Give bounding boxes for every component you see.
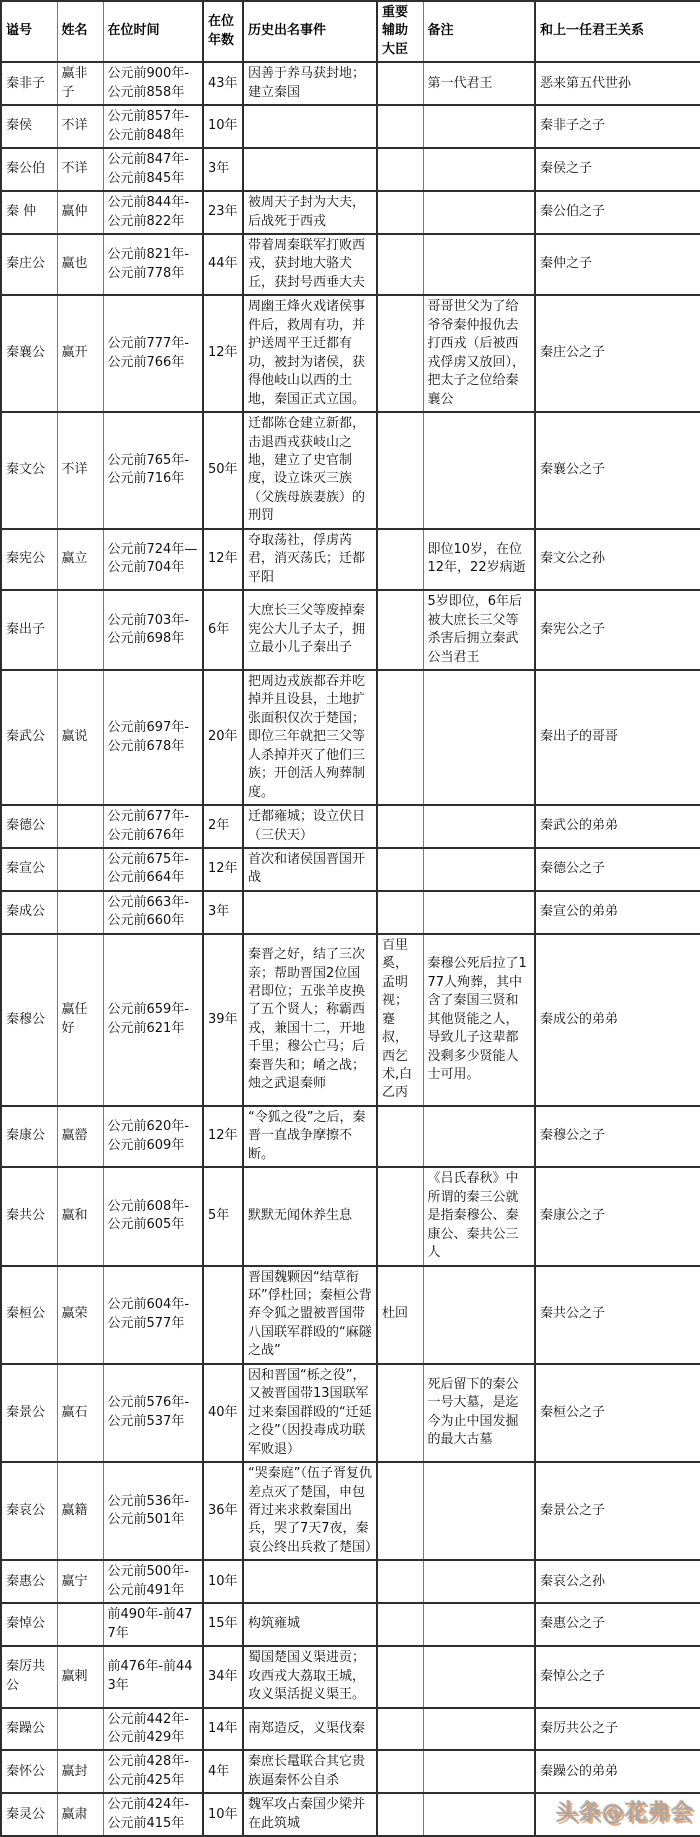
cell-ministers [377, 1167, 423, 1265]
cell-years: 23年 [203, 191, 243, 234]
table-row [1, 1560, 700, 1603]
table-row [1, 934, 700, 1106]
cell-relation: 秦仲之子 [535, 234, 700, 295]
cell-years: 10年 [203, 1560, 243, 1603]
cell-relation: 秦德公之子 [535, 848, 700, 891]
cell-reign: 公元前844年-公元前822年 [103, 191, 203, 234]
cell-ministers [377, 148, 423, 191]
cell-reign: 公元前697年-公元前678年 [103, 670, 203, 805]
cell-events: 因和晋国“栎之役”，又被晋国带13国联军过来秦国群殴的“迁延之役”（因投毒成功联军败退） [243, 1364, 377, 1462]
cell-shihao: 秦庄公 [1, 234, 57, 295]
cell-xingming: 不详 [57, 105, 103, 148]
cell-shihao: 秦侯 [1, 105, 57, 148]
table-body [1, 62, 700, 1836]
cell-xingming: 赢任好 [57, 934, 103, 1106]
cell-xingming: 赢也 [57, 234, 103, 295]
table-row [1, 295, 700, 412]
cell-ministers [377, 295, 423, 412]
table-row [1, 191, 700, 234]
cell-years: 12年 [203, 1106, 243, 1167]
cell-ministers [377, 1646, 423, 1707]
cell-xingming: 赢非子 [57, 62, 103, 105]
table-row [1, 1106, 700, 1167]
cell-shihao: 秦文公 [1, 412, 57, 529]
cell-events: 把周边戎族都吞并吃掉并且设县，土地扩张面积仅次于楚国；即位三年就把三父等人杀掉并灭了他们三族；开创活人殉葬制度。 [243, 670, 377, 805]
cell-ministers [377, 1750, 423, 1793]
cell-shihao: 秦成公 [1, 891, 57, 934]
cell-events: 被周天子封为大夫，后战死于西戎 [243, 191, 377, 234]
cell-years: 12年 [203, 295, 243, 412]
cell-reign: 公元前604年-公元前577年 [103, 1266, 203, 1364]
cell-reign: 公元前777年-公元前766年 [103, 295, 203, 412]
cell-shihao: 秦襄公 [1, 295, 57, 412]
cell-events: 晋国魏颗因“结草衔环”俘杜回；秦桓公背弃令狐之盟被晋国带八国联军群殴的“麻隧之战” [243, 1266, 377, 1364]
cell-ministers [377, 1603, 423, 1646]
cell-ministers [377, 805, 423, 848]
cell-notes [423, 148, 535, 191]
cell-notes [423, 1106, 535, 1167]
table-row [1, 805, 700, 848]
cell-xingming [57, 891, 103, 934]
cell-years: 15年 [203, 1603, 243, 1646]
cell-notes [423, 1750, 535, 1793]
cell-relation: 秦宪公之子 [535, 590, 700, 670]
cell-years: 12年 [203, 848, 243, 891]
cell-events: 迁都雍城；设立伏日（三伏天） [243, 805, 377, 848]
cell-relation: 秦桓公之子 [535, 1364, 700, 1462]
cell-events: 魏军攻占秦国少梁并在此筑城 [243, 1793, 377, 1836]
cell-reign: 公元前500年-公元前491年 [103, 1560, 203, 1603]
cell-notes [423, 670, 535, 805]
table-row [1, 1708, 700, 1751]
cell-notes [423, 1266, 535, 1364]
cell-shihao: 秦宣公 [1, 848, 57, 891]
cell-years: 3年 [203, 148, 243, 191]
table-row [1, 590, 700, 670]
cell-reign: 公元前620年-公元前609年 [103, 1106, 203, 1167]
cell-xingming: 赢籍 [57, 1462, 103, 1560]
cell-notes [423, 412, 535, 529]
col-header-xingming: 姓名 [57, 1, 103, 62]
cell-notes [423, 105, 535, 148]
cell-years: 4年 [203, 1750, 243, 1793]
cell-shihao: 秦共公 [1, 1167, 57, 1265]
cell-xingming: 赢说 [57, 670, 103, 805]
cell-events: 南郑造反，义渠伐秦 [243, 1708, 377, 1751]
cell-xingming: 赢立 [57, 529, 103, 590]
cell-relation: 秦悼公之子 [535, 1646, 700, 1707]
cell-notes: 第一代君王 [423, 62, 535, 105]
cell-xingming: 赢封 [57, 1750, 103, 1793]
cell-shihao: 秦穆公 [1, 934, 57, 1106]
cell-xingming: 赢荣 [57, 1266, 103, 1364]
cell-ministers: 杜回 [377, 1266, 423, 1364]
table-row [1, 1750, 700, 1793]
cell-notes: 秦穆公死后拉了177人殉葬，其中含了秦国三贤和其他贤能之人，导致儿子这辈都没剩多少贤能人士可用。 [423, 934, 535, 1106]
cell-reign: 公元前900年-公元前858年 [103, 62, 203, 105]
cell-xingming: 赢仲 [57, 191, 103, 234]
cell-notes [423, 1560, 535, 1603]
cell-ministers [377, 529, 423, 590]
col-header-ministers: 重要辅助大臣 [377, 1, 423, 62]
cell-events: 带着周秦联军打败西戎，获封地大骆犬丘，获封号西垂大夫 [243, 234, 377, 295]
col-header-reign: 在位时间 [103, 1, 203, 62]
cell-notes [423, 1462, 535, 1560]
cell-reign: 公元前703年-公元前698年 [103, 590, 203, 670]
cell-xingming [57, 1603, 103, 1646]
table-row [1, 148, 700, 191]
header-row [1, 1, 700, 62]
cell-years: 12年 [203, 529, 243, 590]
cell-years: 2年 [203, 805, 243, 848]
cell-years: 50年 [203, 412, 243, 529]
cell-relation [535, 1793, 700, 1836]
cell-shihao: 秦康公 [1, 1106, 57, 1167]
table-row [1, 1462, 700, 1560]
cell-relation: 秦侯之子 [535, 148, 700, 191]
cell-relation: 秦景公之子 [535, 1462, 700, 1560]
cell-relation: 秦武公的弟弟 [535, 805, 700, 848]
table-row [1, 1603, 700, 1646]
cell-shihao: 秦惠公 [1, 1560, 57, 1603]
cell-xingming [57, 590, 103, 670]
cell-xingming: 不详 [57, 412, 103, 529]
table-row [1, 891, 700, 934]
table-row [1, 1793, 700, 1836]
cell-shihao: 秦非子 [1, 62, 57, 105]
cell-years [203, 1266, 243, 1364]
cell-shihao: 秦 仲 [1, 191, 57, 234]
col-header-shihao: 谥号 [1, 1, 57, 62]
cell-relation: 秦宣公的弟弟 [535, 891, 700, 934]
cell-shihao: 秦灵公 [1, 1793, 57, 1836]
cell-years: 43年 [203, 62, 243, 105]
cell-years: 20年 [203, 670, 243, 805]
cell-events: “令狐之役”之后，秦晋一直战争摩擦不断。 [243, 1106, 377, 1167]
cell-relation: 秦躁公的弟弟 [535, 1750, 700, 1793]
cell-reign: 公元前442年-公元前429年 [103, 1708, 203, 1751]
cell-xingming: 赢石 [57, 1364, 103, 1462]
cell-ministers [377, 1462, 423, 1560]
col-header-events: 历史出名事件 [243, 1, 377, 62]
cell-events [243, 148, 377, 191]
table-row [1, 1266, 700, 1364]
cell-relation: 秦襄公之子 [535, 412, 700, 529]
cell-years: 40年 [203, 1364, 243, 1462]
cell-ministers [377, 105, 423, 148]
table-row [1, 1167, 700, 1265]
table-row [1, 234, 700, 295]
table-row [1, 1646, 700, 1707]
cell-shihao: 秦德公 [1, 805, 57, 848]
cell-relation: 秦非子之子 [535, 105, 700, 148]
cell-relation: 秦厉共公之子 [535, 1708, 700, 1751]
cell-ministers [377, 1708, 423, 1751]
cell-relation: 恶来第五代世孙 [535, 62, 700, 105]
cell-ministers [377, 1793, 423, 1836]
cell-relation: 秦出子的哥哥 [535, 670, 700, 805]
cell-reign: 公元前847年-公元前845年 [103, 148, 203, 191]
cell-events: 大庶长三父等废掉秦宪公大儿子太子，拥立最小儿子秦出子 [243, 590, 377, 670]
cell-notes [423, 848, 535, 891]
cell-ministers [377, 590, 423, 670]
cell-events [243, 1560, 377, 1603]
cell-notes [423, 1793, 535, 1836]
cell-xingming: 赢宁 [57, 1560, 103, 1603]
table-row [1, 670, 700, 805]
cell-shihao: 秦桓公 [1, 1266, 57, 1364]
cell-reign: 公元前677年-公元前676年 [103, 805, 203, 848]
cell-ministers [377, 891, 423, 934]
cell-shihao: 秦公伯 [1, 148, 57, 191]
cell-years: 6年 [203, 590, 243, 670]
cell-notes: 死后留下的秦公一号大墓，是迄今为止中国发掘的最大古墓 [423, 1364, 535, 1462]
cell-xingming [57, 848, 103, 891]
cell-shihao: 秦躁公 [1, 1708, 57, 1751]
cell-reign: 公元前424年-公元前415年 [103, 1793, 203, 1836]
cell-notes [423, 891, 535, 934]
cell-reign: 公元前536年-公元前501年 [103, 1462, 203, 1560]
cell-relation: 秦哀公之孙 [535, 1560, 700, 1603]
cell-years: 3年 [203, 891, 243, 934]
cell-shihao: 秦悼公 [1, 1603, 57, 1646]
table-row [1, 105, 700, 148]
cell-years: 44年 [203, 234, 243, 295]
cell-notes [423, 1603, 535, 1646]
cell-events: 因善于养马获封地；建立秦国 [243, 62, 377, 105]
cell-ministers [377, 1560, 423, 1603]
cell-events: “哭秦庭”（伍子胥复仇差点灭了楚国，申包胥过来求救秦国出兵，哭了7天7夜，秦哀公终出兵救了楚国） [243, 1462, 377, 1560]
toutiao-watermark: 头条@花弗会 [555, 1801, 694, 1827]
cell-ministers [377, 234, 423, 295]
cell-notes [423, 805, 535, 848]
table-row [1, 848, 700, 891]
cell-shihao: 秦哀公 [1, 1462, 57, 1560]
cell-years: 5年 [203, 1167, 243, 1265]
cell-shihao: 秦怀公 [1, 1750, 57, 1793]
cell-ministers [377, 670, 423, 805]
cell-relation: 秦康公之子 [535, 1167, 700, 1265]
cell-years: 10年 [203, 105, 243, 148]
cell-relation: 秦公伯之子 [535, 191, 700, 234]
cell-relation: 秦穆公之子 [535, 1106, 700, 1167]
cell-xingming: 赢和 [57, 1167, 103, 1265]
cell-events: 迁都陈仓建立新都，击退西戎获岐山之地，建立了史官制度，设立诛灭三族（父族母族妻族）的刑罚 [243, 412, 377, 529]
cell-notes [423, 191, 535, 234]
cell-shihao: 秦出子 [1, 590, 57, 670]
cell-xingming: 赢开 [57, 295, 103, 412]
table-row [1, 62, 700, 105]
cell-notes: 哥哥世父为了给爷爷秦仲报仇去打西戎（后被西戎俘虏又放回），把太子之位给秦襄公 [423, 295, 535, 412]
cell-years: 39年 [203, 934, 243, 1106]
cell-reign: 前490年-前477年 [103, 1603, 203, 1646]
cell-reign: 公元前724年—公元前704年 [103, 529, 203, 590]
cell-events: 周幽王烽火戏诸侯事件后，救周有功，并护送周平王迁都有功，被封为诸侯，获得他岐山以西的土地，秦国正式立国。 [243, 295, 377, 412]
cell-relation: 秦文公之孙 [535, 529, 700, 590]
col-header-relation: 和上一任君王关系 [535, 1, 700, 62]
cell-events: 默默无闻休养生息 [243, 1167, 377, 1265]
table-row [1, 529, 700, 590]
cell-events: 夺取荡社，俘虏芮君，消灭荡氏；迁都平阳 [243, 529, 377, 590]
cell-ministers [377, 1364, 423, 1462]
cell-years: 14年 [203, 1708, 243, 1751]
cell-reign: 公元前675年-公元前664年 [103, 848, 203, 891]
cell-reign: 公元前821年-公元前778年 [103, 234, 203, 295]
table-row [1, 412, 700, 529]
cell-reign: 前476年-前443年 [103, 1646, 203, 1707]
cell-xingming [57, 805, 103, 848]
cell-notes [423, 234, 535, 295]
cell-xingming [57, 1708, 103, 1751]
cell-xingming: 赢剌 [57, 1646, 103, 1707]
cell-notes [423, 1646, 535, 1707]
cell-events: 蜀国楚国义渠进贡；攻西戎大荔取王城，攻义渠活捉义渠王。 [243, 1646, 377, 1707]
cell-events: 秦庶长鼌联合其它贵族逼秦怀公自杀 [243, 1750, 377, 1793]
cell-relation: 秦惠公之子 [535, 1603, 700, 1646]
cell-events: 构筑雍城 [243, 1603, 377, 1646]
cell-relation: 秦成公的弟弟 [535, 934, 700, 1106]
cell-ministers [377, 412, 423, 529]
cell-reign: 公元前659年-公元前621年 [103, 934, 203, 1106]
cell-reign: 公元前857年-公元前848年 [103, 105, 203, 148]
cell-relation: 秦共公之子 [535, 1266, 700, 1364]
cell-notes: 即位10岁，在位12年，22岁病逝 [423, 529, 535, 590]
col-header-notes: 备注 [423, 1, 535, 62]
cell-relation: 秦庄公之子 [535, 295, 700, 412]
cell-events [243, 891, 377, 934]
cell-events: 秦晋之好，结了三次亲；帮助晋国2位国君即位；五张羊皮换了五个贤人；称霸西戎，兼国十二，开地千里；穆公亡马；后秦晋失和；崤之战；烛之武退秦师 [243, 934, 377, 1106]
cell-ministers [377, 1106, 423, 1167]
cell-shihao: 秦宪公 [1, 529, 57, 590]
cell-notes: 《吕氏春秋》中所谓的秦三公就是指秦穆公、秦康公、秦共公三人 [423, 1167, 535, 1265]
cell-notes [423, 1708, 535, 1751]
cell-xingming: 赢罃 [57, 1106, 103, 1167]
cell-ministers [377, 191, 423, 234]
cell-years: 36年 [203, 1462, 243, 1560]
cell-shihao: 秦景公 [1, 1364, 57, 1462]
cell-reign: 公元前663年-公元前660年 [103, 891, 203, 934]
cell-reign: 公元前576年-公元前537年 [103, 1364, 203, 1462]
cell-xingming: 不详 [57, 148, 103, 191]
cell-reign: 公元前765年-公元前716年 [103, 412, 203, 529]
cell-years: 34年 [203, 1646, 243, 1707]
cell-ministers [377, 848, 423, 891]
cell-shihao: 秦厉共公 [1, 1646, 57, 1707]
cell-years: 10年 [203, 1793, 243, 1836]
cell-ministers [377, 62, 423, 105]
cell-notes: 5岁即位，6年后被大庶长三父等杀害后拥立秦武公当君王 [423, 590, 535, 670]
cell-reign: 公元前608年-公元前605年 [103, 1167, 203, 1265]
table-row [1, 1364, 700, 1462]
cell-ministers: 百里奚，孟明视；蹇叔，西乞术,白乙丙 [377, 934, 423, 1106]
cell-events: 首次和诸侯国晋国开战 [243, 848, 377, 891]
col-header-years: 在位年数 [203, 1, 243, 62]
cell-events [243, 105, 377, 148]
cell-reign: 公元前428年-公元前425年 [103, 1750, 203, 1793]
cell-xingming: 赢肃 [57, 1793, 103, 1836]
cell-shihao: 秦武公 [1, 670, 57, 805]
